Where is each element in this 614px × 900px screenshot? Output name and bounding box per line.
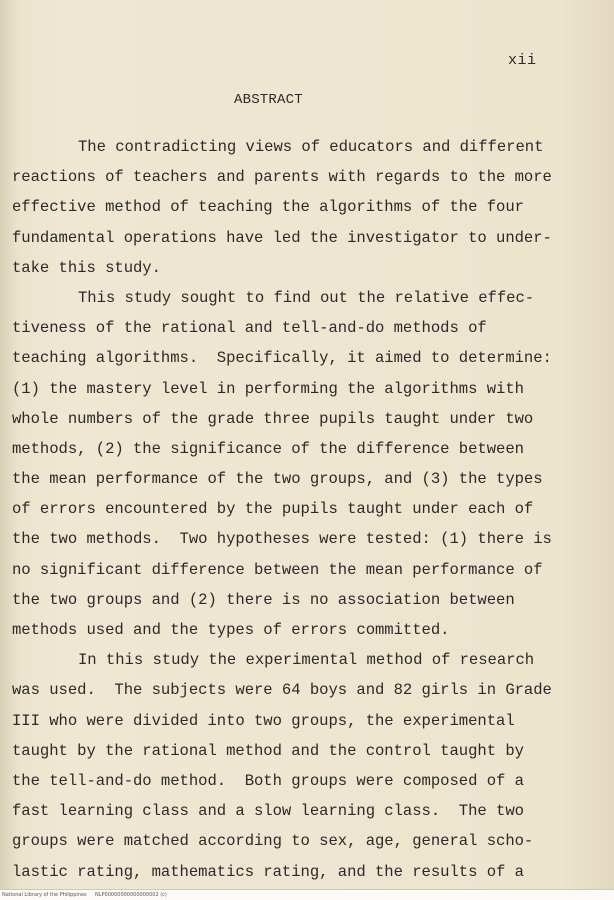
text-line: tiveness of the rational and tell-and-do methods of <box>12 319 487 338</box>
text-line: effective method of teaching the algorithms of the four <box>12 198 524 217</box>
text-line: the two groups and (2) there is no association between <box>12 590 515 609</box>
text-line: take this study. <box>12 258 161 277</box>
text-line: of errors encountered by the pupils taught under each of <box>12 500 534 519</box>
scan-footer <box>0 889 614 900</box>
text-line: was used. The subjects were 64 boys and 82 girls in Grade <box>12 681 552 700</box>
text-line: no significant difference between the mean performance of <box>12 560 543 579</box>
text-line: teaching algorithms. Specifically, it aimed to determine: <box>12 349 552 368</box>
text-line: taught by the rational method and the control taught by <box>12 741 524 760</box>
abstract-body <box>12 132 608 887</box>
text-line: methods, (2) the significance of the difference between <box>12 439 524 458</box>
text-line: In this study the experimental method of research <box>78 651 535 670</box>
text-line: the tell-and-do method. Both groups were composed of a <box>12 771 524 790</box>
footer-code: NLP00000000000000002 (c) <box>95 892 167 898</box>
text-line: whole numbers of the grade three pupils taught under two <box>12 409 534 428</box>
footer-source: National Library of the Philippines <box>2 892 87 898</box>
abstract-title: ABSTRACT <box>234 92 303 108</box>
text-line: methods used and the types of errors committed. <box>12 621 450 639</box>
text-line: This study sought to find out the relative effec- <box>78 288 535 307</box>
text-line: The contradicting views of educators and different <box>78 138 544 156</box>
text-line: lastic rating, mathematics rating, and the results of a <box>12 862 524 881</box>
text-line: III who were divided into two groups, the experimental <box>12 711 515 730</box>
page-number: xii <box>508 52 537 69</box>
text-line: the mean performance of the two groups, and (3) the types <box>12 470 543 489</box>
text-line: the two methods. Two hypotheses were tested: (1) there is <box>12 530 552 549</box>
text-line: fundamental operations have led the investigator to under- <box>12 228 552 247</box>
text-line: (1) the mastery level in performing the algorithms with <box>12 379 524 398</box>
text-line: reactions of teachers and parents with regards to the more <box>12 168 552 187</box>
text-line: fast learning class and a slow learning class. The two <box>12 802 524 821</box>
text-line: groups were matched according to sex, age, general scho- <box>12 832 534 851</box>
